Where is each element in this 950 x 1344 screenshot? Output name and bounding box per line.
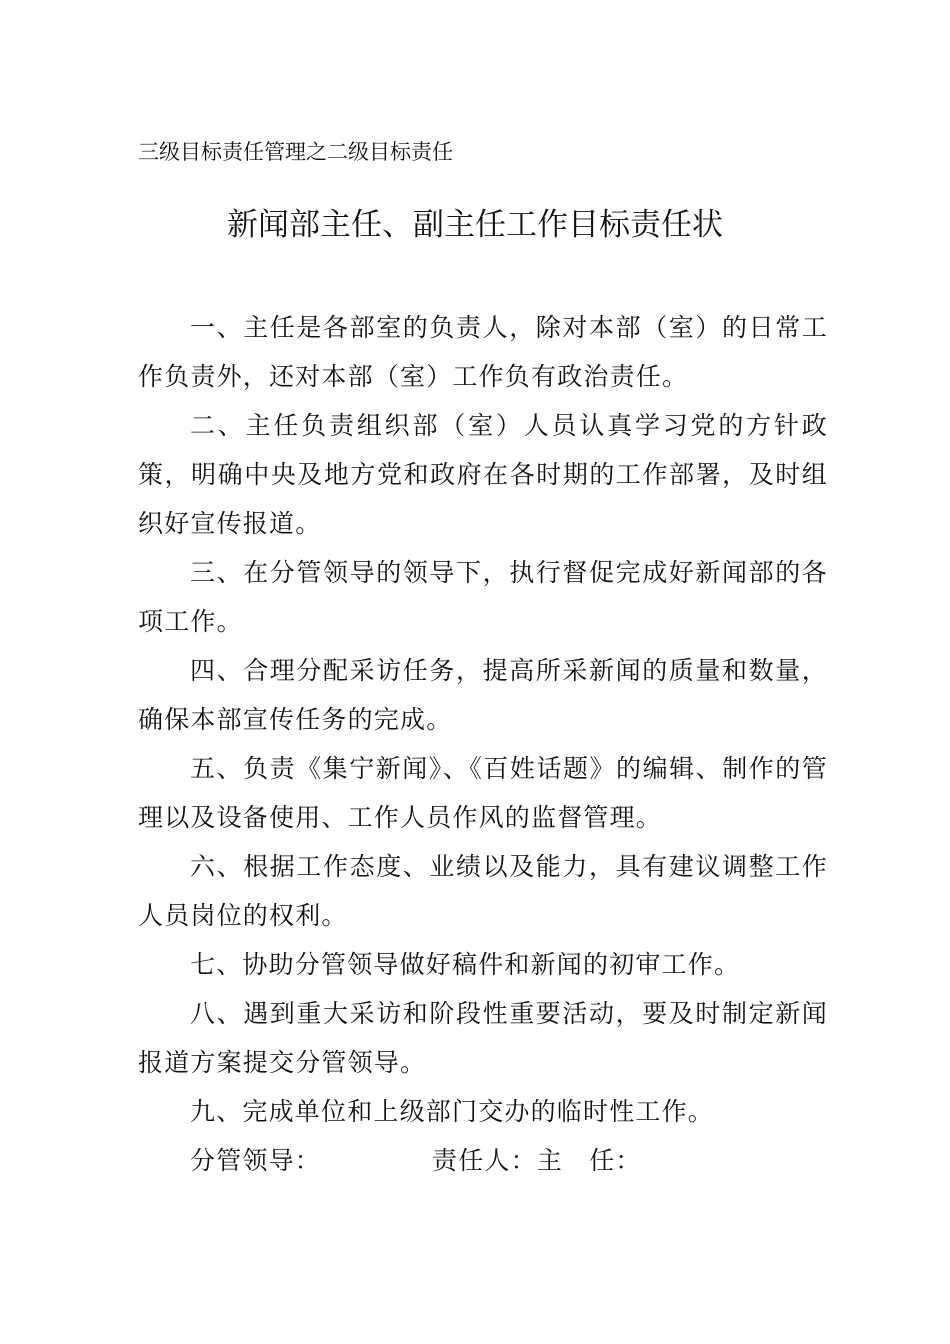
clause-3: 三、在分管领导的领导下，执行督促完成好新闻部的各项工作。 [138,558,828,636]
clause-9: 九、完成单位和上级部门交办的临时性工作。 [190,1097,715,1126]
clause-5: 五、负责《集宁新闻》、《百姓话题》的编辑、制作的管理以及设备使用、工作人员作风的监督管理。 [138,754,828,832]
clause-6: 六、根据工作态度、业绩以及能力，具有建议调整工作人员岗位的权利。 [138,852,828,930]
clause-1: 一、主任是各部室的负责人，除对本部（室）的日常工作负责外，还对本部（室）工作负有政治责任。 [138,313,828,391]
document-title: 新闻部主任、副主任工作目标责任状 [227,207,723,243]
signature-row [138,1136,828,1185]
document-body [138,303,828,1185]
clause-2: 二、主任负责组织部（室）人员认真学习党的方针政策，明确中央及地方党和政府在各时期的工作部署，及时组织好宣传报道。 [138,411,828,538]
clause-7: 七、协助分管领导做好稿件和新闻的初审工作。 [190,950,741,979]
clause-8: 八、遇到重大采访和阶段性重要活动，要及时制定新闻报道方案提交分管领导。 [138,999,828,1077]
supervisor-signature-label: 分管领导： [190,1146,322,1175]
clause-4: 四、合理分配采访任务，提高所采新闻的质量和数量，确保本部宣传任务的完成。 [138,656,828,734]
document-series-label: 三级目标责任管理之二级目标责任 [138,140,453,164]
responsible-signature-label: 责任人：主 任： [432,1146,642,1175]
